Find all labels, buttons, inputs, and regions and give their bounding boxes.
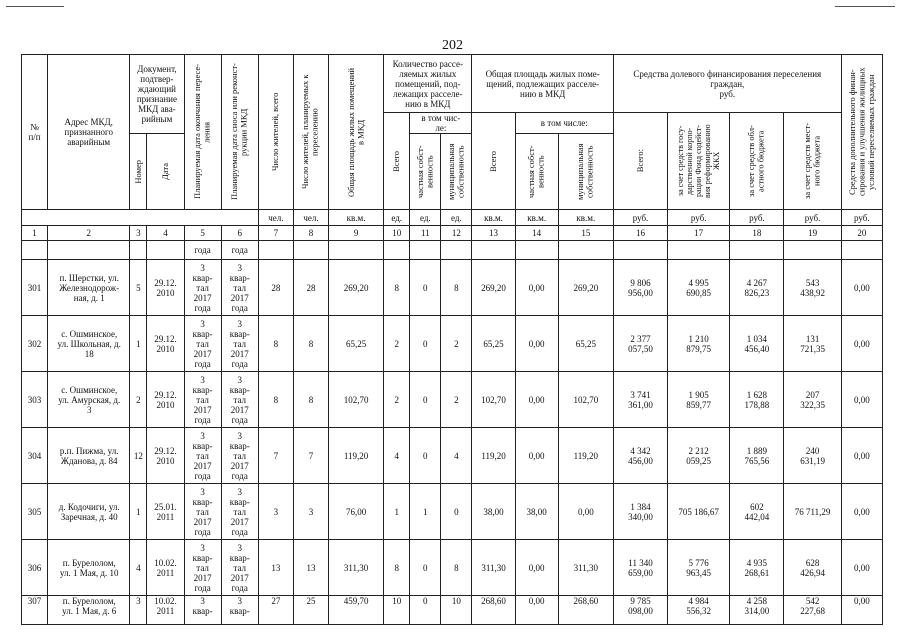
header-municipal bbox=[441, 134, 472, 210]
header-residents-total-text: Число жителей, всего bbox=[270, 92, 281, 172]
planned-demolition-cell: 3 квар- тал 2017 года bbox=[221, 484, 258, 540]
area-total-cell: 65,25 bbox=[472, 316, 515, 372]
continuation-blank bbox=[329, 241, 384, 260]
header-document: Документ, подтвер- ждающий признание МКД ава- рийным bbox=[130, 55, 184, 134]
unit-cell: руб. bbox=[668, 210, 730, 226]
count-municipal-cell: 2 bbox=[441, 316, 472, 372]
planned-end-cell: 3 квар- тал 2017 года bbox=[184, 428, 221, 484]
header-count-total bbox=[384, 113, 410, 210]
column-number-cell: 5 bbox=[184, 226, 221, 241]
planned-residents-cell: 25 bbox=[293, 596, 328, 625]
header-area-total bbox=[472, 113, 515, 210]
doc-date-cell: 10.02. 2011 bbox=[147, 540, 184, 596]
column-number-cell: 8 bbox=[293, 226, 328, 241]
continuation-blank bbox=[258, 241, 293, 260]
doc-date-cell: 29.12. 2010 bbox=[147, 428, 184, 484]
count-municipal-cell: 8 bbox=[441, 540, 472, 596]
continuation-blank bbox=[613, 241, 667, 260]
continuation-blank bbox=[22, 241, 48, 260]
header-residents-planned-text: Число жителей, планируемых к переселению bbox=[300, 74, 320, 190]
residents-cell: 3 bbox=[258, 484, 293, 540]
unit-cell: ед. bbox=[441, 210, 472, 226]
column-number-cell: 2 bbox=[48, 226, 130, 241]
row-number: 304 bbox=[22, 428, 48, 484]
planned-residents-cell: 13 bbox=[293, 540, 328, 596]
table-row bbox=[22, 540, 883, 596]
continuation-text: года bbox=[184, 241, 221, 260]
continuation-blank bbox=[384, 241, 410, 260]
column-number-cell: 7 bbox=[258, 226, 293, 241]
header-funds-extra bbox=[841, 55, 882, 210]
total-area-cell: 459,70 bbox=[329, 596, 384, 625]
row-number: 307 bbox=[22, 596, 48, 625]
continuation-blank bbox=[130, 241, 147, 260]
header-planned-end-text: Планируемая дата окончания пересе- ления bbox=[192, 64, 212, 200]
area-private-cell: 0,00 bbox=[515, 372, 558, 428]
continuation-blank bbox=[515, 241, 558, 260]
column-number-row bbox=[22, 226, 883, 241]
area-private-cell: 0,00 bbox=[515, 260, 558, 316]
funds-total-cell: 9 806 956,00 bbox=[613, 260, 667, 316]
header-including-2: в том числе: bbox=[515, 113, 613, 134]
funds-local-cell: 131 721,35 bbox=[784, 316, 841, 372]
continuation-row bbox=[22, 241, 883, 260]
unit-cell: руб. bbox=[613, 210, 667, 226]
header-funds-regional bbox=[730, 113, 784, 210]
table-row bbox=[22, 316, 883, 372]
doc-number-cell: 2 bbox=[130, 372, 147, 428]
column-number-cell: 11 bbox=[410, 226, 441, 241]
area-total-cell: 311,30 bbox=[472, 540, 515, 596]
planned-end-cell: 3 квар- тал 2017 года bbox=[184, 260, 221, 316]
header-planned-end bbox=[184, 55, 221, 210]
units-spacer bbox=[22, 210, 259, 226]
continuation-blank bbox=[558, 241, 613, 260]
doc-date-cell: 10.02. 2011 bbox=[147, 596, 184, 625]
header-funds-group: Средства долевого финансирования переселения граждан, руб. bbox=[613, 55, 841, 113]
continuation-blank bbox=[293, 241, 328, 260]
planned-end-cell: 3 квар- bbox=[184, 596, 221, 625]
planned-residents-cell: 3 bbox=[293, 484, 328, 540]
column-number-cell: 4 bbox=[147, 226, 184, 241]
total-area-cell: 102,70 bbox=[329, 372, 384, 428]
area-total-cell: 102,70 bbox=[472, 372, 515, 428]
column-number-cell: 14 bbox=[515, 226, 558, 241]
units-row bbox=[22, 210, 883, 226]
planned-residents-cell: 7 bbox=[293, 428, 328, 484]
funds-local-cell: 76 711,29 bbox=[784, 484, 841, 540]
count-municipal-cell: 0 bbox=[441, 484, 472, 540]
header-num: № п/п bbox=[22, 55, 48, 210]
planned-residents-cell: 8 bbox=[293, 372, 328, 428]
funds-regional-cell: 602 442,04 bbox=[730, 484, 784, 540]
planned-end-cell: 3 квар- тал 2017 года bbox=[184, 540, 221, 596]
count-private-cell: 0 bbox=[410, 260, 441, 316]
count-total-cell: 2 bbox=[384, 372, 410, 428]
funds-fund-cell: 2 212 059,25 bbox=[668, 428, 730, 484]
planned-end-cell: 3 квар- тал 2017 года bbox=[184, 316, 221, 372]
header-funds-total-text: Всего: bbox=[634, 149, 645, 173]
header-funds-fund bbox=[668, 113, 730, 210]
planned-demolition-cell: 3 квар- bbox=[221, 596, 258, 625]
header-address: Адрес МКД, признанного аварийным bbox=[48, 55, 130, 210]
funds-total-cell: 9 785 098,00 bbox=[613, 596, 667, 625]
table-row bbox=[22, 484, 883, 540]
header-funds-total bbox=[613, 113, 667, 210]
header-private bbox=[410, 134, 441, 210]
area-municipal-cell: 269,20 bbox=[558, 260, 613, 316]
count-private-cell: 0 bbox=[410, 428, 441, 484]
planned-end-cell: 3 квар- тал 2017 года bbox=[184, 484, 221, 540]
table-row bbox=[22, 260, 883, 316]
count-total-cell: 10 bbox=[384, 596, 410, 625]
unit-cell: кв.м. bbox=[558, 210, 613, 226]
count-private-cell: 1 bbox=[410, 484, 441, 540]
area-municipal-cell: 102,70 bbox=[558, 372, 613, 428]
continuation-blank bbox=[784, 241, 841, 260]
unit-cell: ед. bbox=[410, 210, 441, 226]
header-count-total-text: Всего bbox=[390, 150, 401, 172]
column-number-cell: 20 bbox=[841, 226, 882, 241]
column-number-cell: 17 bbox=[668, 226, 730, 241]
header-total-area bbox=[329, 55, 384, 210]
header-funds-fund-text: за счет средств госу- дарственной корпо- рации Фонд содейст- вия реформированию ЖКХ bbox=[676, 124, 722, 198]
count-municipal-cell: 8 bbox=[441, 260, 472, 316]
area-private-cell: 0,00 bbox=[515, 428, 558, 484]
funds-fund-cell: 4 995 690,85 bbox=[668, 260, 730, 316]
area-municipal-cell: 268,60 bbox=[558, 596, 613, 625]
funds-extra-cell: 0,00 bbox=[841, 428, 882, 484]
count-private-cell: 0 bbox=[410, 316, 441, 372]
funds-fund-cell: 705 186,67 bbox=[668, 484, 730, 540]
header-doc-number bbox=[130, 134, 147, 210]
count-total-cell: 8 bbox=[384, 540, 410, 596]
count-total-cell: 4 bbox=[384, 428, 410, 484]
funds-extra-cell: 0,00 bbox=[841, 372, 882, 428]
area-total-cell: 268,60 bbox=[472, 596, 515, 625]
header-count-group: Количество рассе- ляемых жилых помещений, под- лежащих расселе- нию в МКД bbox=[384, 55, 472, 113]
total-area-cell: 311,30 bbox=[329, 540, 384, 596]
area-total-cell: 269,20 bbox=[472, 260, 515, 316]
top-edge-rule-right bbox=[835, 6, 895, 7]
funds-fund-cell: 5 776 963,45 bbox=[668, 540, 730, 596]
header-area-private bbox=[515, 134, 558, 210]
header-including: в том чис- ле: bbox=[410, 113, 472, 134]
count-private-cell: 0 bbox=[410, 540, 441, 596]
planned-demolition-cell: 3 квар- тал 2017 года bbox=[221, 428, 258, 484]
header-funds-local-text: за счет средств мест- ного бюджета bbox=[802, 122, 822, 200]
row-number: 303 bbox=[22, 372, 48, 428]
funds-regional-cell: 1 628 178,88 bbox=[730, 372, 784, 428]
count-private-cell: 0 bbox=[410, 372, 441, 428]
count-total-cell: 2 bbox=[384, 316, 410, 372]
address-cell: п. Бурелолом, ул. 1 Мая, д. 6 bbox=[48, 596, 130, 625]
residents-cell: 8 bbox=[258, 316, 293, 372]
planned-demolition-cell: 3 квар- тал 2017 года bbox=[221, 316, 258, 372]
table-row bbox=[22, 372, 883, 428]
address-cell: д. Кодочиги, ул. Заречная, д. 40 bbox=[48, 484, 130, 540]
column-number-cell: 13 bbox=[472, 226, 515, 241]
area-private-cell: 38,00 bbox=[515, 484, 558, 540]
unit-cell: ед. bbox=[384, 210, 410, 226]
address-cell: п. Шерстки, ул. Железнодорож- ная, д. 1 bbox=[48, 260, 130, 316]
funds-fund-cell: 4 984 556,32 bbox=[668, 596, 730, 625]
header-private-text: частная собст- венность bbox=[414, 145, 435, 198]
funds-extra-cell: 0,00 bbox=[841, 260, 882, 316]
page-number: 202 bbox=[442, 38, 463, 53]
header-municipal-text: муниципальная собственность bbox=[445, 143, 466, 200]
column-number-cell: 18 bbox=[730, 226, 784, 241]
area-municipal-cell: 65,25 bbox=[558, 316, 613, 372]
planned-end-cell: 3 квар- тал 2017 года bbox=[184, 372, 221, 428]
count-total-cell: 8 bbox=[384, 260, 410, 316]
unit-cell: чел. bbox=[258, 210, 293, 226]
address-cell: с. Ошминское, ул. Амурская, д. 3 bbox=[48, 372, 130, 428]
address-cell: с. Ошминское, ул. Школьная, д. 18 bbox=[48, 316, 130, 372]
continuation-blank bbox=[472, 241, 515, 260]
continuation-blank bbox=[441, 241, 472, 260]
funds-fund-cell: 1 210 879,75 bbox=[668, 316, 730, 372]
continuation-blank bbox=[147, 241, 184, 260]
area-municipal-cell: 119,20 bbox=[558, 428, 613, 484]
header-area-municipal-text: муниципальная собственность bbox=[575, 143, 595, 200]
column-number-cell: 9 bbox=[329, 226, 384, 241]
header-area-private-text: частная собст- венность bbox=[526, 145, 546, 198]
funds-regional-cell: 4 935 268,61 bbox=[730, 540, 784, 596]
table-row bbox=[22, 596, 883, 625]
residents-cell: 8 bbox=[258, 372, 293, 428]
header-planned-demolition-text: Планируемая дата сноса или реконст- рукции МКД bbox=[229, 63, 249, 201]
column-number-cell: 10 bbox=[384, 226, 410, 241]
continuation-blank bbox=[410, 241, 441, 260]
total-area-cell: 119,20 bbox=[329, 428, 384, 484]
area-total-cell: 38,00 bbox=[472, 484, 515, 540]
header-doc-date bbox=[147, 134, 184, 210]
column-number-cell: 12 bbox=[441, 226, 472, 241]
funds-extra-cell: 0,00 bbox=[841, 316, 882, 372]
row-number: 306 bbox=[22, 540, 48, 596]
doc-number-cell: 4 bbox=[130, 540, 147, 596]
funds-local-cell: 207 322,35 bbox=[784, 372, 841, 428]
planned-demolition-cell: 3 квар- тал 2017 года bbox=[221, 540, 258, 596]
area-private-cell: 0,00 bbox=[515, 596, 558, 625]
continuation-blank bbox=[730, 241, 784, 260]
funds-total-cell: 4 342 456,00 bbox=[613, 428, 667, 484]
row-number: 302 bbox=[22, 316, 48, 372]
continuation-blank bbox=[48, 241, 130, 260]
funds-extra-cell: 0,00 bbox=[841, 596, 882, 625]
column-number-cell: 16 bbox=[613, 226, 667, 241]
funds-local-cell: 240 631,19 bbox=[784, 428, 841, 484]
planned-residents-cell: 28 bbox=[293, 260, 328, 316]
funds-total-cell: 3 741 361,00 bbox=[613, 372, 667, 428]
unit-cell: руб. bbox=[730, 210, 784, 226]
residents-cell: 13 bbox=[258, 540, 293, 596]
unit-cell: чел. bbox=[293, 210, 328, 226]
residents-cell: 27 bbox=[258, 596, 293, 625]
area-municipal-cell: 311,30 bbox=[558, 540, 613, 596]
header-funds-local bbox=[784, 113, 841, 210]
funds-local-cell: 543 438,92 bbox=[784, 260, 841, 316]
column-number-cell: 15 bbox=[558, 226, 613, 241]
address-cell: р.п. Пижма, ул. Жданова, д. 84 bbox=[48, 428, 130, 484]
count-municipal-cell: 2 bbox=[441, 372, 472, 428]
count-municipal-cell: 4 bbox=[441, 428, 472, 484]
area-total-cell: 119,20 bbox=[472, 428, 515, 484]
resettlement-table bbox=[21, 54, 883, 625]
doc-number-cell: 1 bbox=[130, 484, 147, 540]
funds-extra-cell: 0,00 bbox=[841, 484, 882, 540]
funds-total-cell: 1 384 340,00 bbox=[613, 484, 667, 540]
unit-cell: кв.м. bbox=[472, 210, 515, 226]
doc-number-cell: 3 bbox=[130, 596, 147, 625]
funds-local-cell: 628 426,94 bbox=[784, 540, 841, 596]
total-area-cell: 76,00 bbox=[329, 484, 384, 540]
funds-local-cell: 542 227,68 bbox=[784, 596, 841, 625]
funds-regional-cell: 4 267 826,23 bbox=[730, 260, 784, 316]
header-residents-total bbox=[258, 55, 293, 210]
header-funds-regional-text: за счет средств обл- астного бюджета bbox=[746, 125, 766, 197]
doc-number-cell: 12 bbox=[130, 428, 147, 484]
row-number: 301 bbox=[22, 260, 48, 316]
header-area-municipal bbox=[558, 134, 613, 210]
header-residents-planned bbox=[293, 55, 328, 210]
funds-regional-cell: 1 034 456,40 bbox=[730, 316, 784, 372]
residents-cell: 28 bbox=[258, 260, 293, 316]
count-private-cell: 0 bbox=[410, 596, 441, 625]
total-area-cell: 269,20 bbox=[329, 260, 384, 316]
header-doc-date-text: Дата bbox=[159, 163, 170, 180]
header-funds-extra-text: Средства дополнительного финан- сирования и улучшения жилищных условий переселяемых граждан bbox=[846, 67, 876, 197]
header-area-group: Общая площадь жилых поме- щений, подлежащих расселе- нию в МКД bbox=[472, 55, 613, 113]
area-municipal-cell: 0,00 bbox=[558, 484, 613, 540]
area-private-cell: 0,00 bbox=[515, 316, 558, 372]
funds-total-cell: 11 340 659,00 bbox=[613, 540, 667, 596]
total-area-cell: 65,25 bbox=[329, 316, 384, 372]
funds-total-cell: 2 377 057,50 bbox=[613, 316, 667, 372]
unit-cell: кв.м. bbox=[515, 210, 558, 226]
header-total-area-text: Общая площадь жилых помещений в МКД bbox=[345, 67, 366, 197]
continuation-text: года bbox=[221, 241, 258, 260]
doc-date-cell: 29.12. 2010 bbox=[147, 372, 184, 428]
column-number-cell: 6 bbox=[221, 226, 258, 241]
column-number-cell: 3 bbox=[130, 226, 147, 241]
doc-date-cell: 29.12. 2010 bbox=[147, 316, 184, 372]
count-total-cell: 1 bbox=[384, 484, 410, 540]
unit-cell: руб. bbox=[841, 210, 882, 226]
row-number: 305 bbox=[22, 484, 48, 540]
table-row bbox=[22, 428, 883, 484]
planned-demolition-cell: 3 квар- тал 2017 года bbox=[221, 260, 258, 316]
continuation-blank bbox=[668, 241, 730, 260]
header-area-total-text: Всего bbox=[487, 150, 498, 172]
header-doc-number-text: Номер bbox=[132, 159, 143, 184]
unit-cell: руб. bbox=[784, 210, 841, 226]
planned-demolition-cell: 3 квар- тал 2017 года bbox=[221, 372, 258, 428]
funds-fund-cell: 1 905 859,77 bbox=[668, 372, 730, 428]
unit-cell: кв.м. bbox=[329, 210, 384, 226]
doc-date-cell: 29.12. 2010 bbox=[147, 260, 184, 316]
doc-date-cell: 25.01. 2011 bbox=[147, 484, 184, 540]
funds-extra-cell: 0,00 bbox=[841, 540, 882, 596]
address-cell: п. Бурелолом, ул. 1 Мая, д. 10 bbox=[48, 540, 130, 596]
area-private-cell: 0,00 bbox=[515, 540, 558, 596]
residents-cell: 7 bbox=[258, 428, 293, 484]
funds-regional-cell: 4 258 314,00 bbox=[730, 596, 784, 625]
column-number-cell: 19 bbox=[784, 226, 841, 241]
header-planned-demolition bbox=[221, 55, 258, 210]
continuation-blank bbox=[841, 241, 882, 260]
top-edge-rule-left bbox=[6, 6, 64, 7]
planned-residents-cell: 8 bbox=[293, 316, 328, 372]
column-number-cell: 1 bbox=[22, 226, 48, 241]
doc-number-cell: 1 bbox=[130, 316, 147, 372]
count-municipal-cell: 10 bbox=[441, 596, 472, 625]
funds-regional-cell: 1 889 765,56 bbox=[730, 428, 784, 484]
doc-number-cell: 5 bbox=[130, 260, 147, 316]
